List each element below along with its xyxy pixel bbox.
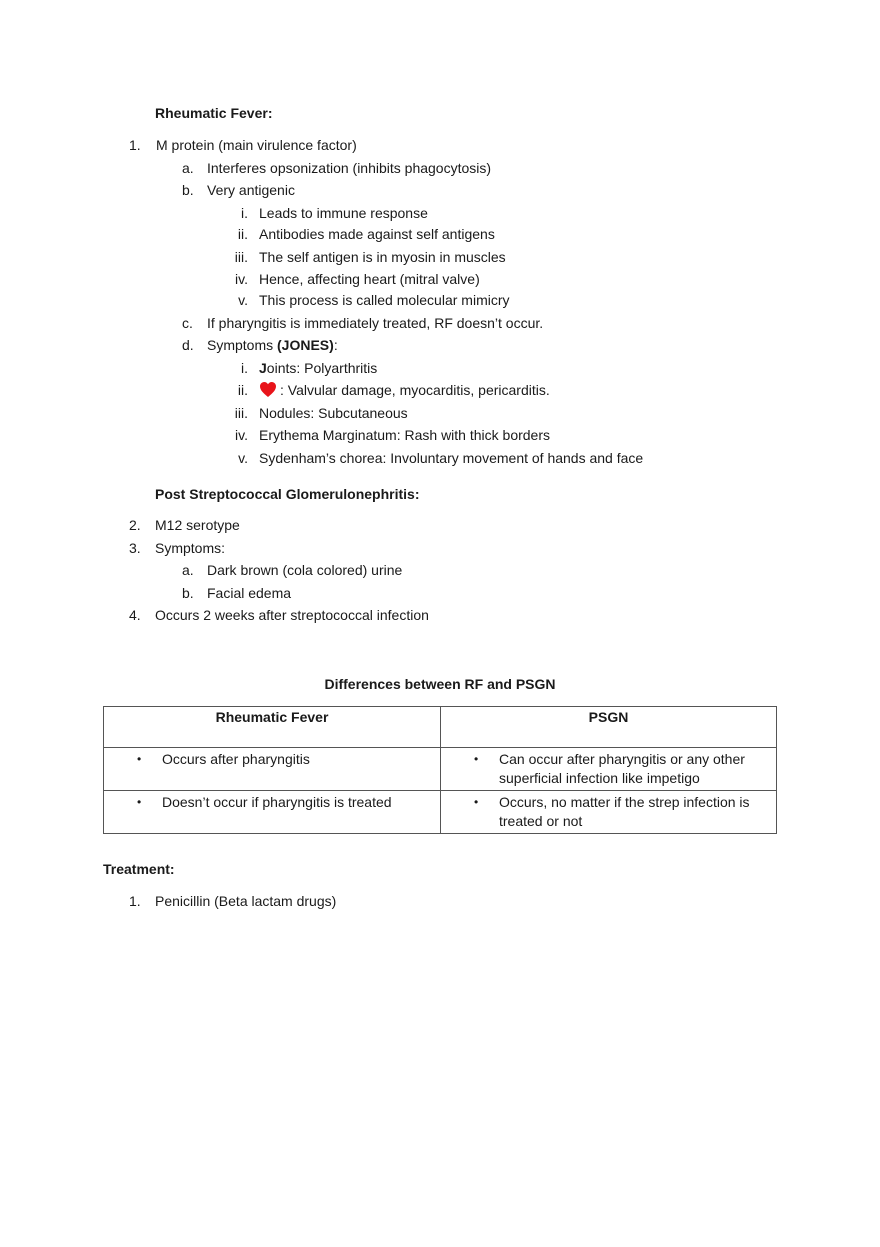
list-marker: iv.	[235, 427, 248, 443]
list-item: Dark brown (cola colored) urine	[207, 562, 403, 578]
list-marker: 3.	[129, 540, 141, 556]
list-marker: iii.	[234, 405, 248, 421]
list-marker: ii.	[237, 382, 248, 398]
jones-text: oints: Polyarthritis	[266, 360, 378, 376]
table-cell	[441, 748, 777, 791]
cell-text: Can occur after pharyngitis or any other superficial infection like impetigo	[499, 751, 745, 786]
list-marker: b.	[182, 585, 194, 601]
table-cell	[104, 791, 441, 834]
psgn-heading: Post Streptococcal Glomerulonephritis:	[155, 486, 420, 502]
jones-item-heart	[259, 381, 550, 402]
list-marker: 2.	[129, 517, 141, 533]
cell-text: Doesn’t occur if pharyngitis is treated	[162, 794, 392, 810]
heart-icon	[259, 381, 277, 402]
list-marker: c.	[182, 315, 193, 331]
list-marker: v.	[238, 292, 248, 308]
cell-text: Occurs, no matter if the strep infection is treated or not	[499, 794, 750, 829]
bullet: •	[474, 795, 479, 809]
list-marker: b.	[182, 182, 194, 198]
symptoms-label: Symptoms	[207, 337, 278, 353]
list-item: The self antigen is in myosin in muscles	[259, 249, 506, 265]
list-item: Antibodies made against self antigens	[259, 226, 495, 242]
list-marker: i.	[241, 205, 248, 221]
list-item: M protein (main virulence factor)	[156, 137, 357, 153]
table-header-rf: Rheumatic Fever	[104, 707, 441, 748]
table-header-psgn: PSGN	[441, 707, 777, 748]
jones-letter: J	[259, 360, 267, 376]
list-item: If pharyngitis is immediately treated, RF doesn’t occur.	[207, 315, 544, 331]
table-cell	[104, 748, 441, 791]
list-marker: iii.	[234, 249, 248, 265]
list-item: Symptoms:	[155, 540, 226, 556]
table-row	[104, 748, 777, 791]
jones-text: : Valvular damage, myocarditis, pericarditis.	[280, 382, 550, 398]
list-marker: 4.	[129, 607, 141, 623]
jones-item-nodules: Nodules: Subcutaneous	[259, 405, 408, 421]
table-title: Differences between RF and PSGN	[324, 676, 556, 692]
bullet: •	[474, 752, 479, 766]
rheumatic-fever-heading: Rheumatic Fever:	[155, 105, 273, 121]
list-marker: a.	[182, 160, 194, 176]
list-marker: iv.	[235, 271, 248, 287]
list-item: Very antigenic	[207, 182, 295, 198]
jones-acronym: (JONES)	[277, 337, 334, 353]
differences-table	[103, 706, 777, 834]
list-item: This process is called molecular mimicry	[259, 292, 510, 308]
jones-item-joints	[259, 359, 377, 377]
jones-item-sydenham: Sydenham’s chorea: Involuntary movement of hands and face	[259, 450, 644, 466]
colon: :	[333, 337, 338, 353]
table-cell	[441, 791, 777, 834]
list-item: Hence, affecting heart (mitral valve)	[259, 271, 480, 287]
list-item: M12 serotype	[155, 517, 240, 533]
list-marker: 1.	[129, 137, 141, 153]
list-item: Leads to immune response	[259, 205, 428, 221]
list-marker: i.	[241, 360, 248, 376]
list-marker: d.	[182, 337, 194, 353]
list-marker: a.	[182, 562, 194, 578]
list-item: Facial edema	[207, 585, 292, 601]
list-marker: ii.	[237, 226, 248, 242]
treatment-heading: Treatment:	[103, 861, 175, 877]
table-row	[104, 791, 777, 834]
list-item-symptoms	[207, 336, 338, 354]
list-item: Penicillin (Beta lactam drugs)	[155, 893, 337, 909]
bullet: •	[137, 752, 142, 766]
bullet: •	[137, 795, 142, 809]
list-marker: v.	[238, 450, 248, 466]
cell-text: Occurs after pharyngitis	[162, 751, 310, 767]
list-item: Interferes opsonization (inhibits phagocytosis)	[207, 160, 492, 176]
jones-item-erythema: Erythema Marginatum: Rash with thick borders	[259, 427, 550, 443]
list-marker: 1.	[129, 893, 141, 909]
list-item: Occurs 2 weeks after streptococcal infection	[155, 607, 429, 623]
